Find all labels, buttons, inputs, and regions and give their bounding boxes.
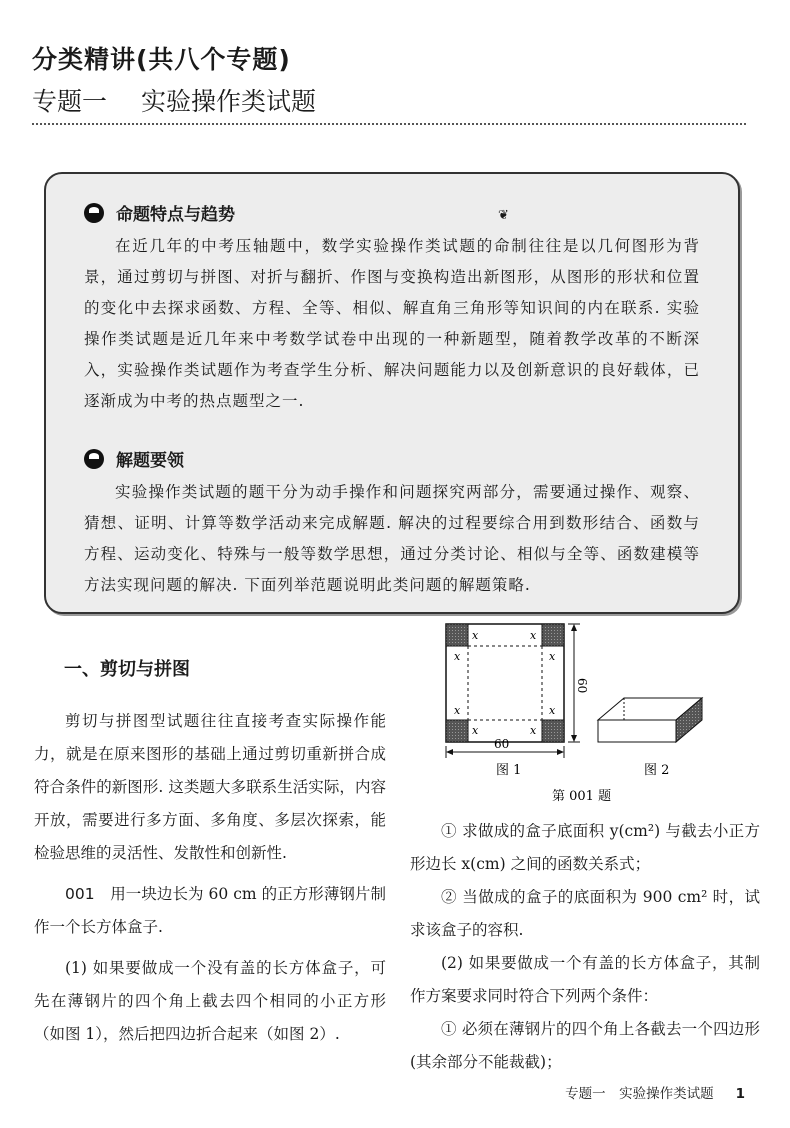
- box-side: [676, 698, 702, 742]
- label-x: x: [549, 704, 556, 717]
- cut-corner: [446, 624, 468, 646]
- tips-heading: 解题要领: [84, 446, 700, 471]
- problem-statement: 001 用一块边长为 60 cm 的正方形薄钢片制作一个长方体盒子.: [34, 885, 386, 936]
- label-x: x: [530, 724, 537, 737]
- bullet-icon: [84, 449, 104, 469]
- question-1: ① 求做成的盒子底面积 y(cm²) 与截去小正方形边长 x(cm) 之间的函数关系式；: [410, 822, 760, 873]
- topic-heading: [32, 82, 316, 118]
- tips-section: [84, 446, 700, 601]
- fig2-label: 图 2: [644, 763, 670, 778]
- summary-box: [44, 172, 740, 614]
- question-2: ② 当做成的盒子的底面积为 900 cm² 时，试求该盒子的容积.: [410, 888, 760, 939]
- left-column: [34, 705, 386, 1051]
- figure-area: [410, 612, 770, 812]
- right-column: [410, 815, 760, 1079]
- label-x: x: [549, 650, 556, 663]
- section-heading: 一、剪切与拼图: [64, 659, 190, 680]
- condition-1: ① 必须在薄钢片的四个角上各截去一个四边形(其余部分不能裁截)；: [410, 1020, 760, 1071]
- label-x: x: [472, 724, 479, 737]
- decorative-mark: ❦: [498, 208, 509, 223]
- problem-number: 001: [65, 885, 95, 903]
- trend-heading: 命题特点与趋势: [84, 200, 700, 225]
- page-footer: [565, 1082, 745, 1102]
- topic-title: 实验操作类试题: [141, 87, 317, 116]
- dim-height: 60: [575, 678, 589, 694]
- label-x: x: [454, 650, 461, 663]
- footer-section: 专题一 实验操作类试题: [565, 1086, 714, 1102]
- page-number: 1: [735, 1086, 745, 1102]
- cut-corner: [542, 624, 564, 646]
- trend-paragraph: 在近几年的中考压轴题中，数学实验操作类试题的命制往往是以几何图形为背景，通过剪切与拼图、对折与翻折、作图与变换构造出新图形，从图形的形状和位置的变化中去探求函数、方程、全等、相似、解直角三角形等知识间的内在联系. 实验操作类试题是近几年来中考数学试卷中出现的一种新题型，随着教学改革的不断深入，实验操作类试题作为考查学生分析、解决问题能力以及创新意识的良好载体，已逐渐成为中考的热点题型之一.: [84, 237, 700, 410]
- part2-text: (2) 如果要做成一个有盖的长方体盒子，其制作方案要求同时符合下列两个条件：: [410, 954, 760, 1005]
- label-x: x: [530, 629, 537, 642]
- page-title: 分类精讲(共八个专题): [32, 45, 291, 74]
- cut-corner: [542, 720, 564, 742]
- topic-number: 专题一: [32, 87, 108, 116]
- bullet-icon: [84, 203, 104, 223]
- cut-corner: [446, 720, 468, 742]
- dim-width: 60: [494, 737, 510, 751]
- box-diagram: [410, 612, 770, 812]
- figure-caption: 第 001 题: [552, 789, 612, 804]
- label-x: x: [472, 629, 479, 642]
- dotted-divider: [32, 123, 746, 125]
- intro-paragraph: 剪切与拼图型试题往往直接考查实际操作能力，就是在原来图形的基础上通过剪切重新拼合成符合条件的新图形. 这类题大多联系生活实际，内容开放，需要进行多方面、多角度、多层次探索，能检验思维的灵活性、发散性和创新性.: [34, 712, 386, 862]
- tips-paragraph: 实验操作类试题的题干分为动手操作和问题探究两部分，需要通过操作、观察、猜想、证明、计算等数学活动来完成解题. 解决的过程要综合用到数形结合、函数与方程、运动变化、特殊与一般等数学思想，通过分类讨论、相似与全等、函数建模等方法实现问题的解决. 下面列举范题说明此类问题的解题策略.: [84, 483, 700, 594]
- trend-section: [84, 200, 700, 417]
- part1-text: (1) 如果要做成一个没有盖的长方体盒子，可先在薄钢片的四个角上截去四个相同的小正方形（如图 1），然后把四边折合起来（如图 2）.: [34, 959, 386, 1043]
- fig1-label: 图 1: [496, 763, 522, 778]
- box-front: [598, 720, 676, 742]
- label-x: x: [454, 704, 461, 717]
